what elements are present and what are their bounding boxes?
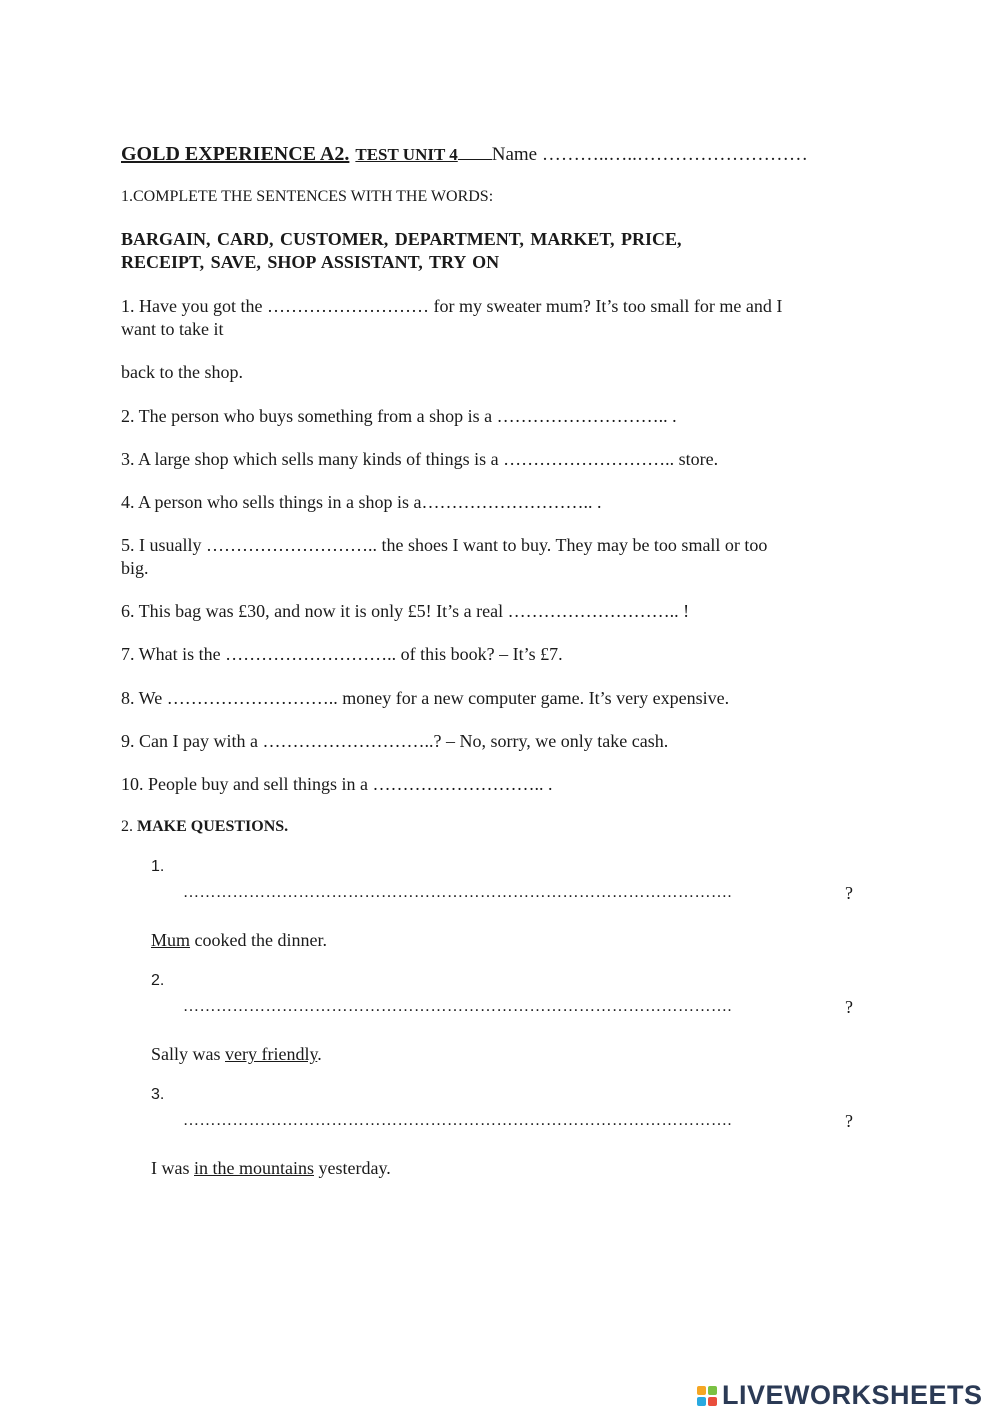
- question-3-blank: ……………………………………………………………………………………….: [183, 1112, 732, 1129]
- sentence-5: 5. I usually ……………………….. the shoes I want to buy. They may be too small or too: [121, 535, 768, 555]
- name-field-label: Name ………..…..………………………: [491, 144, 808, 165]
- liveworksheets-logo: [697, 1380, 983, 1411]
- answer-text: Sally was: [151, 1044, 225, 1064]
- answer-text: cooked the dinner.: [190, 930, 327, 950]
- question-1-number: 1.: [151, 858, 165, 875]
- sentence-4: 4. A person who sells things in a shop is a……………………….. .: [121, 492, 602, 512]
- sentence-1-end: back to the shop.: [121, 362, 243, 382]
- question-1-blank: ……………………………………………………………………………………….: [183, 884, 732, 901]
- question-2-blank: ……………………………………………………………………………………….: [183, 998, 732, 1015]
- section2-heading: [121, 818, 288, 836]
- question-1-answer: [151, 930, 327, 951]
- course-title: GOLD EXPERIENCE A2.: [121, 143, 350, 165]
- test-title-line: [121, 143, 808, 166]
- word-bank-line2: RECEIPT, SAVE, SHOP ASSISTANT, TRY ON: [121, 252, 500, 272]
- question-3-qmark: ?: [845, 1111, 853, 1131]
- section2-number: 2.: [121, 818, 133, 835]
- section1-heading: 1.COMPLETE THE SENTENCES WITH THE WORDS:: [121, 188, 494, 205]
- underlined-target: in the mountains: [194, 1158, 314, 1178]
- question-1-qmark: ?: [845, 883, 853, 903]
- section2-title: MAKE QUESTIONS.: [137, 818, 289, 835]
- question-2-number: 2.: [151, 972, 165, 989]
- sentence-5-cont: big.: [121, 558, 149, 578]
- title-underline-pad: [458, 145, 492, 160]
- sentence-2: 2. The person who buys something from a shop is a ……………………….. .: [121, 406, 677, 426]
- underlined-target: very friendly: [225, 1044, 318, 1064]
- sentence-7: 7. What is the ……………………….. of this book? – It’s £7.: [121, 644, 563, 664]
- liveworksheets-logo-text: LIVEWORKSHEETS: [722, 1380, 983, 1410]
- sentence-10: 10. People buy and sell things in a ……………………….. .: [121, 774, 553, 794]
- word-bank-line1: BARGAIN, CARD, CUSTOMER, DEPARTMENT, MARKET, PRICE,: [121, 229, 682, 249]
- question-2-answer: [151, 1044, 322, 1065]
- question-3-number: 3.: [151, 1086, 165, 1103]
- underlined-target: Mum: [151, 930, 191, 950]
- sentence-8: 8. We ……………………….. money for a new computer game. It’s very expensive.: [121, 688, 730, 708]
- answer-text: I was: [151, 1158, 194, 1178]
- question-3-answer: [151, 1158, 391, 1179]
- liveworksheets-logo-icon: [697, 1386, 717, 1406]
- test-label: TEST UNIT 4: [355, 145, 458, 164]
- sentence-6: 6. This bag was £30, and now it is only £5! It’s a real ……………………….. !: [121, 601, 690, 621]
- sentence-3: 3. A large shop which sells many kinds of things is a ……………………….. store.: [121, 449, 719, 469]
- sentence-1: 1. Have you got the ……………………… for my sweater mum? It’s too small for me and I: [121, 296, 783, 316]
- sentence-9: 9. Can I pay with a ………………………..? – No, sorry, we only take cash.: [121, 731, 669, 751]
- sentence-1-cont: want to take it: [121, 319, 224, 339]
- question-2-qmark: ?: [845, 997, 853, 1017]
- answer-text: yesterday.: [314, 1158, 391, 1178]
- answer-text: .: [317, 1044, 322, 1064]
